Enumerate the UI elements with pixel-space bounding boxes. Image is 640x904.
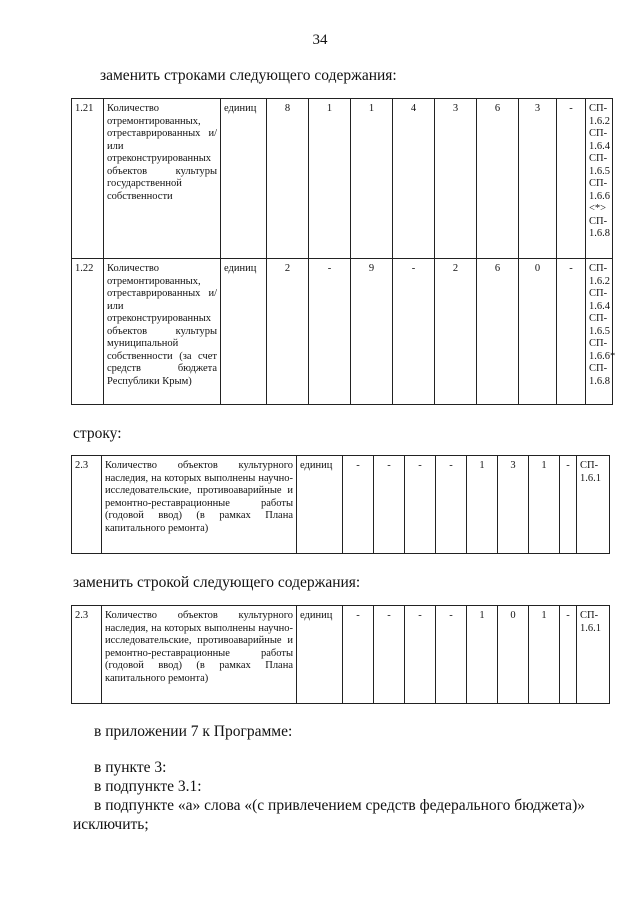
value-cell: - bbox=[557, 99, 586, 259]
row-number: 2.3 bbox=[72, 456, 102, 554]
code-line: СП- bbox=[580, 460, 599, 471]
code-line: <*> bbox=[589, 203, 607, 214]
value-cell: 2 bbox=[267, 259, 309, 405]
table-row bbox=[72, 456, 610, 554]
page-number: 34 bbox=[312, 32, 328, 48]
intro-replace-rows: заменить строками следующего содержания: bbox=[100, 67, 397, 84]
value-cell: - bbox=[557, 259, 586, 405]
code-line: СП- bbox=[589, 313, 608, 324]
intro-replace-row: заменить строкой следующего содержания: bbox=[73, 574, 361, 591]
row-unit: единиц bbox=[221, 99, 267, 259]
value-cell: - bbox=[393, 259, 435, 405]
code-line: 1.6.8 bbox=[589, 375, 610, 387]
code-line: 1.6.5 bbox=[589, 165, 610, 177]
code-line: СП- bbox=[589, 363, 608, 374]
code-line: 1.6.2 bbox=[589, 115, 610, 127]
value-cell: 2 bbox=[435, 259, 477, 405]
table-row bbox=[72, 606, 610, 704]
program-code bbox=[577, 456, 610, 554]
code-line: 1.6.1 bbox=[580, 622, 601, 634]
code-line: СП- bbox=[589, 215, 608, 227]
row-description: Количество объектов культурного наследия, на которых выполнены научно-исследовательские, противоаварийные и ремонтно-реставрационные работы (годовой ввод) (в рамках Плана капитального ремонта) bbox=[102, 456, 297, 554]
row-number: 1.22 bbox=[72, 259, 104, 405]
table-rows-1-21-1-22 bbox=[71, 98, 616, 405]
table-row bbox=[72, 259, 613, 405]
code-line: 1.6.4 bbox=[589, 140, 610, 152]
value-cell: - bbox=[343, 456, 374, 554]
value-cell: 1 bbox=[529, 606, 560, 704]
code-line: 1.6.4 bbox=[589, 300, 610, 312]
row-unit: единиц bbox=[297, 456, 343, 554]
code-line: СП- bbox=[589, 103, 608, 114]
code-line: 1.6.2 bbox=[589, 275, 610, 287]
program-code bbox=[586, 99, 613, 259]
value-cell: - bbox=[374, 456, 405, 554]
program-code bbox=[586, 259, 616, 405]
row-description: Количество отремонтированных, отреставрированных и/или отреконструированных объектов культуры государственной собственности bbox=[104, 99, 221, 259]
value-cell: 9 bbox=[351, 259, 393, 405]
code-line: СП- bbox=[589, 128, 608, 139]
code-line: 1.6.6* bbox=[589, 350, 616, 362]
value-cell: - bbox=[560, 456, 577, 554]
code-line: 1.6.8 bbox=[589, 228, 610, 239]
value-cell: 0 bbox=[498, 606, 529, 704]
table-row-2-3-new bbox=[71, 605, 610, 704]
paragraph-subitem-3-1: в подпункте 3.1: bbox=[94, 778, 202, 795]
value-cell: - bbox=[560, 606, 577, 704]
intro-row: строку: bbox=[73, 425, 122, 442]
value-cell: 3 bbox=[519, 99, 557, 259]
paragraph-exclude: исключить; bbox=[73, 816, 149, 833]
paragraph-item-3: в пункте 3: bbox=[94, 759, 167, 776]
code-line: СП- bbox=[589, 338, 608, 349]
value-cell: - bbox=[436, 456, 467, 554]
code-line: СП- bbox=[589, 178, 608, 189]
value-cell: 1 bbox=[467, 606, 498, 704]
row-description: Количество отремонтированных, отреставрированных и/или отреконструированных объектов культуры муниципальной собственности (за счет средств бюджета Республики Крым) bbox=[104, 259, 221, 405]
value-cell: 1 bbox=[529, 456, 560, 554]
code-line: СП- bbox=[580, 610, 599, 621]
value-cell: 6 bbox=[477, 259, 519, 405]
value-cell: 1 bbox=[309, 99, 351, 259]
row-description: Количество объектов культурного наследия, на которых выполнены научно-исследовательские, противоаварийные и ремонтно-реставрационные работы (годовой ввод) (в рамках Плана капитального ремонта) bbox=[102, 606, 297, 704]
value-cell: 0 bbox=[519, 259, 557, 405]
code-line: 1.6.6 bbox=[589, 190, 610, 202]
value-cell: 4 bbox=[393, 99, 435, 259]
value-cell: - bbox=[309, 259, 351, 405]
code-line: СП- bbox=[589, 288, 608, 299]
value-cell: 8 bbox=[267, 99, 309, 259]
value-cell: 3 bbox=[435, 99, 477, 259]
row-unit: единиц bbox=[221, 259, 267, 405]
table-row bbox=[72, 99, 613, 259]
paragraph-subitem-a: в подпункте «а» слова «(с привлечением средств федерального бюджета)» bbox=[94, 797, 585, 814]
value-cell: 1 bbox=[351, 99, 393, 259]
value-cell: - bbox=[374, 606, 405, 704]
code-line: СП- bbox=[589, 263, 608, 274]
row-number: 2.3 bbox=[72, 606, 102, 704]
row-number: 1.21 bbox=[72, 99, 104, 259]
code-line: 1.6.5 bbox=[589, 325, 610, 337]
code-line: 1.6.1 bbox=[580, 472, 601, 484]
code-line: СП- bbox=[589, 153, 608, 164]
value-cell: 3 bbox=[498, 456, 529, 554]
table-row-2-3-old bbox=[71, 455, 610, 554]
row-unit: единиц bbox=[297, 606, 343, 704]
value-cell: - bbox=[405, 606, 436, 704]
value-cell: - bbox=[405, 456, 436, 554]
paragraph-appendix-7: в приложении 7 к Программе: bbox=[94, 723, 293, 740]
program-code bbox=[577, 606, 610, 704]
value-cell: 6 bbox=[477, 99, 519, 259]
value-cell: - bbox=[343, 606, 374, 704]
value-cell: 1 bbox=[467, 456, 498, 554]
value-cell: - bbox=[436, 606, 467, 704]
